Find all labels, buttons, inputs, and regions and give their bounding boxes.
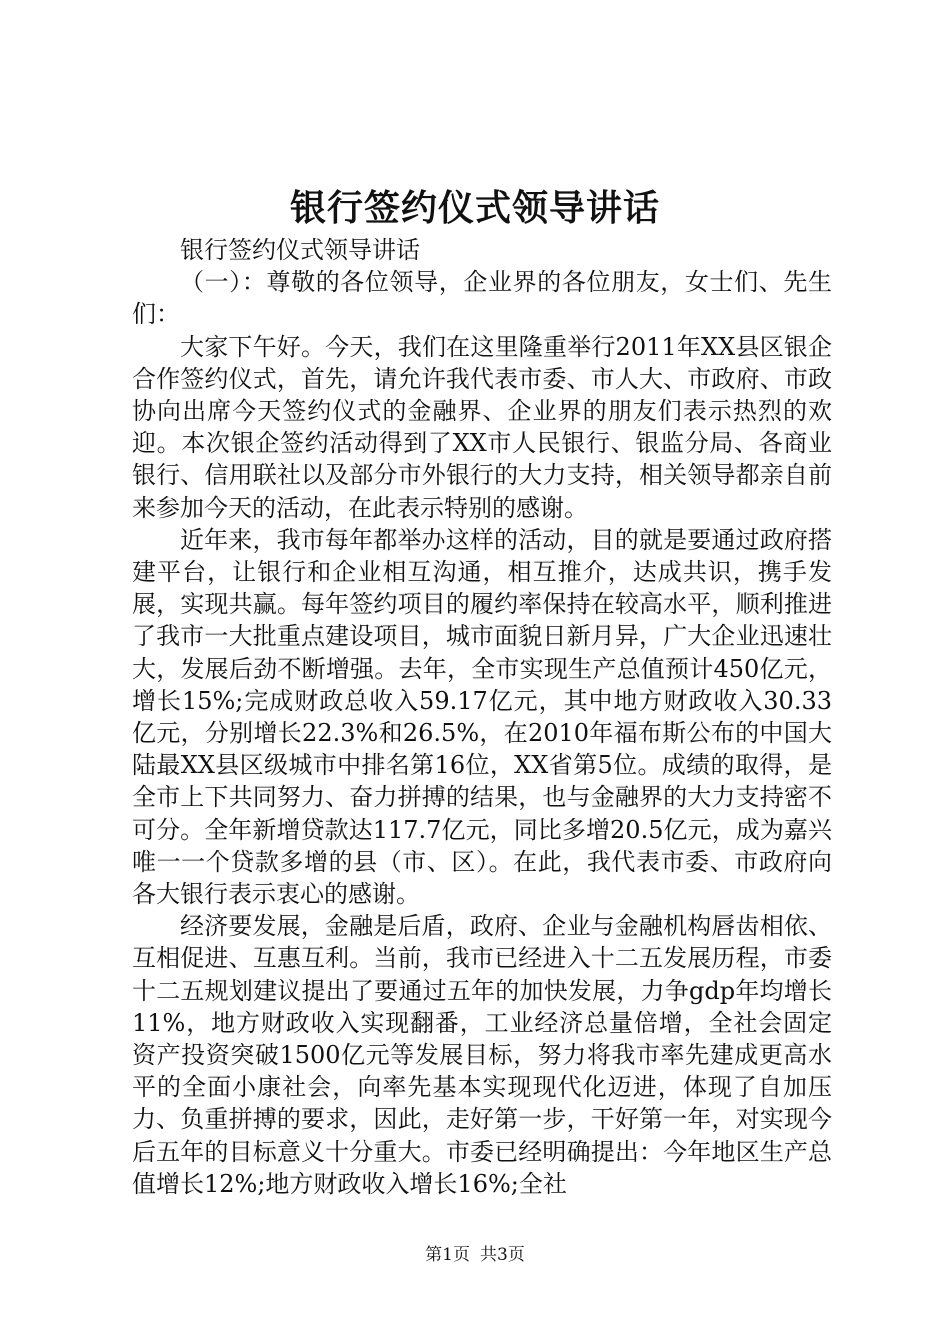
page-total: 共3页 — [480, 1245, 525, 1265]
body-paragraph: 大家下午好。今天，我们在这里隆重举行2011年XX县区银企合作签约仪式，首先，请允许我代表市委、市人大、市政府、市政协向出席今天签约仪式的金融界、企业界的朋友们表示热烈的欢迎。本次银企签约活动得到了XX市人民银行、银监分局、各商业银行、信用联社以及部分市外银行的大力支持，相关领导都亲自前来参加今天的活动，在此表示特别的感谢。 — [132, 332, 832, 522]
body-paragraph: 近年来，我市每年都举办这样的活动，目的就是要通过政府搭建平台，让银行和企业相互沟通，相互推介，达成共识，携手发展，实现共赢。每年签约项目的履约率保持在较高水平，顺利推进了我市一大批重点建设项目，城市面貌日新月异，广大企业迅速壮大，发展后劲不断增强。去年，全市实现生产总值预计450亿元，增长15%;完成财政总收入59.17亿元，其中地方财政收入30.33亿元，分别增长22.3%和26.5%，在2010年福布斯公布的中国大陆最XX县区级城市中排名第16位，XX省第5位。成绩的取得，是全市上下共同努力、奋力拼搏的结果，也与金融界的大力支持密不可分。全年新增贷款达117.7亿元，同比多增20.5亿元，成为嘉兴唯一一个贷款多增的县（市、区）。在此，我代表市委、市政府向各大银行表示衷心的感谢。 — [132, 525, 832, 909]
subtitle-paragraph: 银行签约仪式领导讲话 — [180, 236, 420, 264]
document-body — [132, 234, 832, 1200]
document-title: 银行签约仪式领导讲话 — [289, 187, 660, 229]
page-number: 第1页 — [425, 1245, 470, 1265]
page-footer — [0, 1244, 950, 1266]
body-paragraph: 经济要发展，金融是后盾，政府、企业与金融机构唇齿相依、互相促进、互惠互利。当前，我市已经进入十二五发展历程，市委十二五规划建议提出了要通过五年的加快发展，力争gdp年均增长11%，地方财政收入实现翻番，工业经济总量倍增，全社会固定资产投资突破1500亿元等发展目标，努力将我市率先建成更高水平的全面小康社会，向率先基本实现现代化迈进，体现了自加压力、负重拼搏的要求，因此，走好第一步，干好第一年，对实现今后五年的目标意义十分重大。市委已经明确提出：今年地区生产总值增长12%;地方财政收入增长16%;全社 — [132, 912, 832, 1198]
salutation-paragraph: （一）：尊敬的各位领导，企业界的各位朋友，女士们、先生们： — [132, 268, 832, 329]
